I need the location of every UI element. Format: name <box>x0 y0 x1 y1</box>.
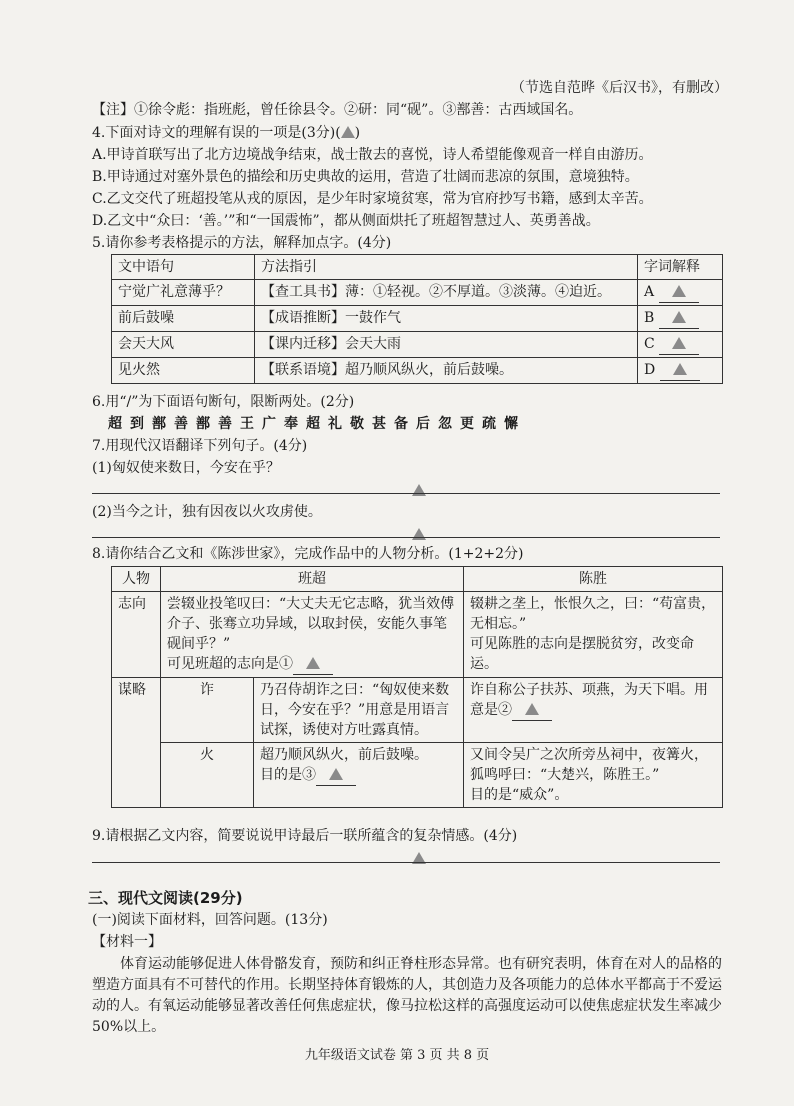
q5-answer-cell[interactable]: A <box>638 280 723 306</box>
table-row <box>112 358 723 384</box>
q8-sub-label: 火 <box>161 743 254 808</box>
q4-option-a: A.甲诗首联写出了北方边境战争结束，战士散去的喜悦，诗人希望能像观音一样自由游历。 <box>92 147 653 163</box>
answer-triangle-icon <box>412 480 426 499</box>
q7-item-1: (1)匈奴使来数日，今安在乎？ <box>92 460 280 476</box>
answer-triangle-icon <box>672 285 686 297</box>
q5-cell: 【课内迁移】会天大雨 <box>255 332 638 358</box>
q4-option-c: C.乙文交代了班超投笔从戎的原因，是少年时家境贫寒，常为官府抄写书籍，感到太辛苦。 <box>92 191 653 207</box>
subsection-title: (一)阅读下面材料，回答问题。(13分) <box>92 912 328 928</box>
material-title: 【材料一】 <box>92 934 162 950</box>
table-row <box>112 255 723 280</box>
q9-stem: 9.请根据乙文内容，简要说说甲诗最后一联所蕴含的复杂情感。(4分) <box>92 828 518 844</box>
q6-stem: 6.用“/”为下面语句断句，限断两处。(2分) <box>92 394 355 410</box>
q6-sentence[interactable]: 超到鄯善鄯善王广奉超礼敬甚备后忽更疏懈 <box>108 416 526 432</box>
q5-answer-cell[interactable]: C <box>638 332 723 358</box>
q8-cell: 超乃顺风纵火，前后鼓噪。 目的是③ <box>254 743 464 808</box>
q4-option-b: B.甲诗通过对塞外景色的描绘和历史典故的运用，营造了壮阔而悲凉的氛围，意境独特。 <box>92 169 639 185</box>
q8-row-label: 志向 <box>112 592 161 678</box>
source-note: （节选自范晔《后汉书》，有删改） <box>511 80 728 96</box>
q5-header-sentence: 文中语句 <box>112 255 255 280</box>
q7-stem: 7.用现代汉语翻译下列句子。(4分) <box>92 438 308 454</box>
q9-answer-line[interactable] <box>92 862 720 863</box>
q5-cell: 【联系语境】超乃顺风纵火，前后鼓噪。 <box>255 358 638 384</box>
q5-cell: 前后鼓噪 <box>112 306 255 332</box>
q5-cell: 见火然 <box>112 358 255 384</box>
q5-stem: 5.请你参考表格提示的方法，解释加点字。(4分) <box>92 235 392 251</box>
q7-answer-line-1[interactable] <box>92 493 720 494</box>
answer-triangle-icon <box>329 768 343 780</box>
q8-cell: 辍耕之垄上，怅恨久之，曰：“苟富贵，无相忘。” 可见陈胜的志向是摆脱贫穷，改变命运。 <box>464 592 723 678</box>
table-row <box>112 678 723 743</box>
q5-cell: 宁觉广礼意薄乎？ <box>112 280 255 306</box>
answer-triangle-icon <box>525 703 539 715</box>
page-footer: 九年级语文试卷 第 3 页 共 8 页 <box>304 1048 490 1063</box>
q5-answer-cell[interactable]: D <box>638 358 723 384</box>
answer-triangle-icon <box>673 363 687 375</box>
q5-answer-cell[interactable]: B <box>638 306 723 332</box>
material-paragraph: 体育运动能够促进人体骨骼发育，预防和纠正脊柱形态异常。也有研究表明，体育在对人的品格的塑造方面具有不可替代的作用。长期坚持体育锻炼的人，其创造力及各项能力的总体水平都高于不爱运动的人。有氧运动能够显著改善任何焦虑症状，像马拉松这样的高强度运动可以使焦虑症状发生率减少 50%以上。 <box>92 956 722 1035</box>
q8-stem: 8.请你结合乙文和《陈涉世家》，完成作品中的人物分析。(1+2+2分) <box>92 546 524 562</box>
q7-answer-line-2[interactable] <box>92 537 720 538</box>
table-row <box>112 592 723 678</box>
q5-cell: 【成语推断】一鼓作气 <box>255 306 638 332</box>
q7-item-2: (2)当今之计，独有因夜以火攻虏使。 <box>92 504 322 520</box>
table-row <box>112 743 723 808</box>
answer-triangle-icon <box>672 311 686 323</box>
answer-triangle-icon <box>412 848 426 867</box>
q8-header: 陈胜 <box>464 567 723 592</box>
table-row <box>112 332 723 358</box>
q8-cell: 乃召侍胡诈之曰：“匈奴使来数日，今安在乎？”用意是用语言试探，诱使对方吐露真情。 <box>254 678 464 743</box>
q8-sub-label: 诈 <box>161 678 254 743</box>
q4-stem: 4.下面对诗文的理解有误的一项是(3分)( ) <box>92 125 361 141</box>
q8-header: 班超 <box>161 567 464 592</box>
annotation-note: 【注】①徐令彪：指班彪，曾任徐县令。②研：同“砚”。③鄯善：古西域国名。 <box>92 102 583 118</box>
answer-triangle-icon <box>341 126 355 138</box>
q8-table <box>111 566 723 808</box>
q5-header-explain: 字词解释 <box>638 255 723 280</box>
section-title: 三、现代文阅读(29分) <box>88 889 243 907</box>
q5-table <box>111 254 723 384</box>
q8-cell: 诈自称公子扶苏、项燕，为天下唱。用意是② <box>464 678 723 743</box>
q5-cell: 【查工具书】薄：①轻视。②不厚道。③淡薄。④迫近。 <box>255 280 638 306</box>
q8-header: 人物 <box>112 567 161 592</box>
q8-cell: 尝辍业投笔叹曰：“大丈夫无它志略，犹当效傅介子、张骞立功异域，以取封侯，安能久事笔砚间乎？” 可见班超的志向是① <box>161 592 464 678</box>
q8-cell: 又间令吴广之次所旁丛祠中，夜篝火，狐鸣呼曰：“大楚兴，陈胜王。” 目的是“威众”。 <box>464 743 723 808</box>
q8-row-label: 谋略 <box>112 678 161 808</box>
q5-header-method: 方法指引 <box>255 255 638 280</box>
q4-option-d: D.乙文中“众曰：‘善。’”和“一国震怖”，都从侧面烘托了班超智慧过人、英勇善战。 <box>92 213 600 229</box>
answer-triangle-icon <box>412 524 426 543</box>
q5-cell: 会天大风 <box>112 332 255 358</box>
table-row <box>112 567 723 592</box>
answer-triangle-icon <box>672 337 686 349</box>
answer-triangle-icon <box>306 657 320 669</box>
table-row <box>112 306 723 332</box>
table-row <box>112 280 723 306</box>
